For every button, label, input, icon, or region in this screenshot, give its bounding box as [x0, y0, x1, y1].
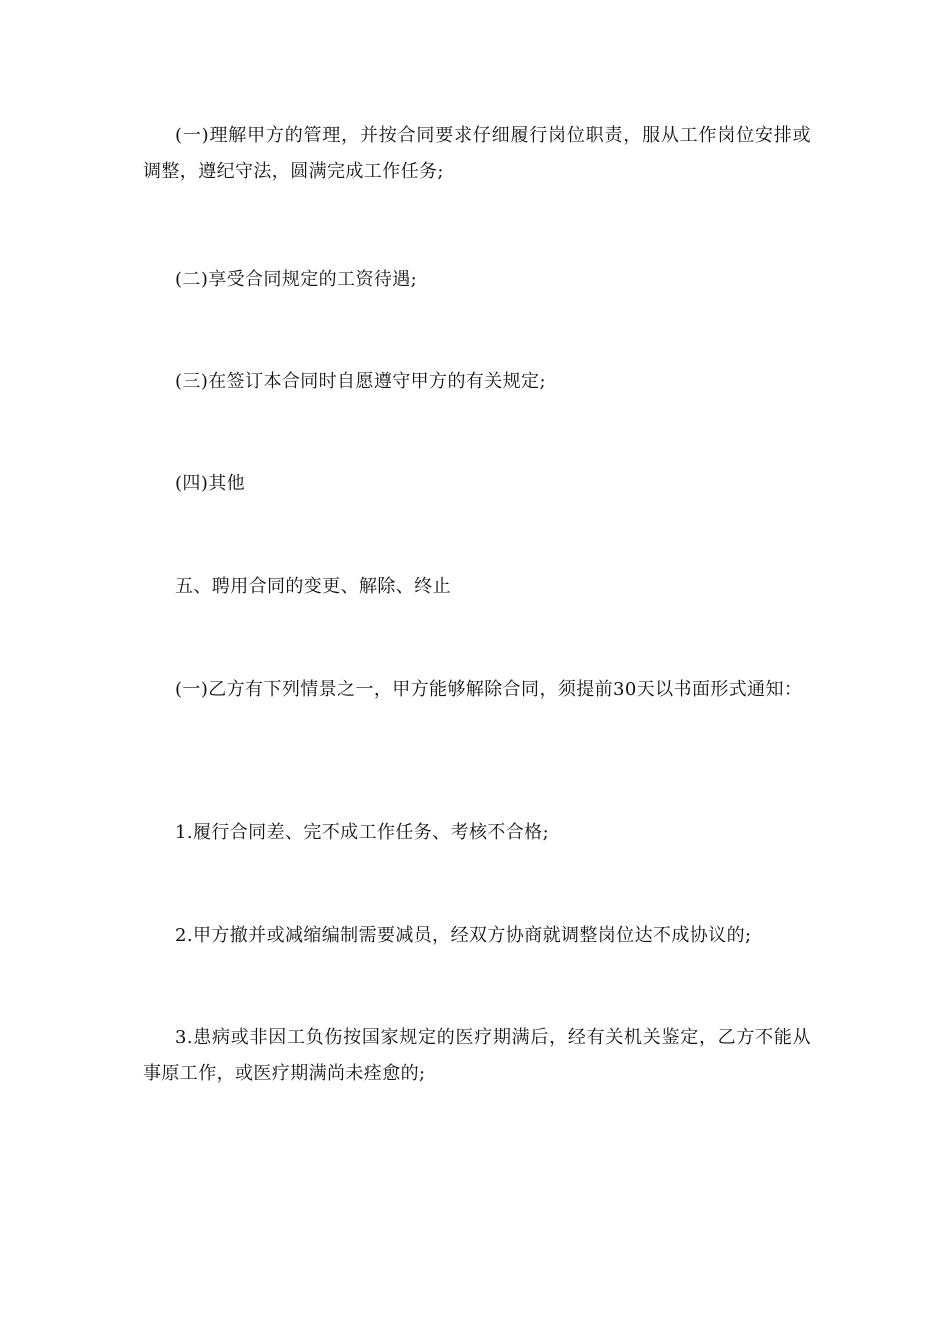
paragraph-duty-4: (四)其他: [175, 473, 246, 494]
paragraph-duty-3: (三)在签订本合同时自愿遵守甲方的有关规定;: [175, 371, 546, 392]
list-item-1: 1.履行合同差、完不成工作任务、考核不合格;: [175, 822, 550, 843]
section-heading-5: 五、聘用合同的变更、解除、终止: [175, 576, 451, 597]
list-item-3: 3.患病或非因工负伤按国家规定的医疗期满后，经有关机关鉴定，乙方不能从事原工作，或医疗期满尚未痊愈的;: [143, 1027, 811, 1084]
paragraph-duty-2: (二)享受合同规定的工资待遇;: [175, 269, 418, 290]
paragraph-termination-1: (一)乙方有下列情景之一，甲方能够解除合同，须提前30天以书面形式通知：: [175, 679, 803, 700]
paragraph-duty-1: (一)理解甲方的管理，并按合同要求仔细履行岗位职责，服从工作岗位安排或调整，遵纪守法，圆满完成工作任务;: [143, 125, 811, 182]
list-item-2: 2.甲方撤并或减缩编制需要减员，经双方协商就调整岗位达不成协议的;: [175, 925, 752, 946]
